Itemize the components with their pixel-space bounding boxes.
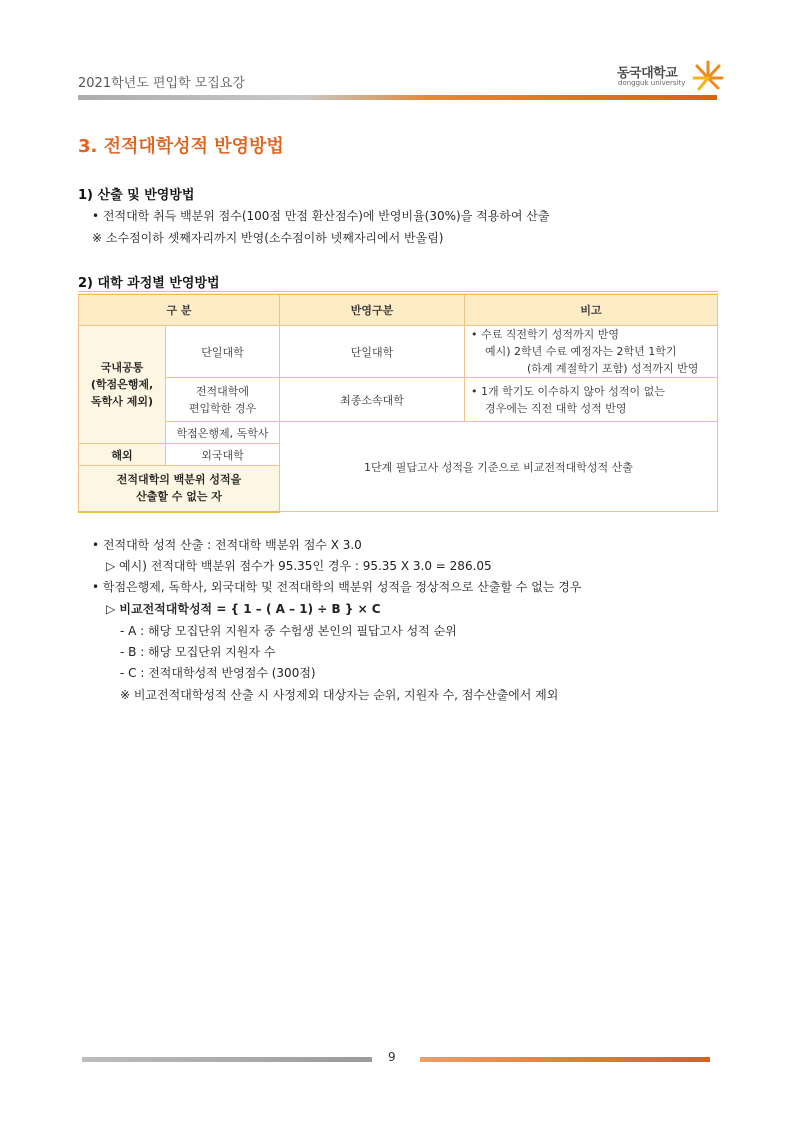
logo-english-name: dongguk university bbox=[618, 79, 686, 87]
group-domestic-line: (학점은행제, bbox=[90, 378, 154, 391]
section-title: 3. 전적대학성적 반영방법 bbox=[78, 136, 284, 157]
type-line: 편입학한 경우 bbox=[188, 401, 257, 415]
basis-single-university: 단일대학 bbox=[280, 326, 465, 378]
rounding-note: ※ 소수점이하 셋째자리까지 반영(소수점이하 넷째자리에서 반올림) bbox=[92, 231, 444, 245]
type-foreign-university: 외국대학 bbox=[166, 444, 280, 466]
group-line: 산출할 수 없는 자 bbox=[136, 490, 222, 504]
note-completion bbox=[465, 326, 718, 378]
note-no-credits bbox=[465, 378, 718, 422]
group-line: 전적대학의 백분위 성적을 bbox=[116, 473, 242, 487]
header-note: 비고 bbox=[465, 293, 718, 326]
type-credit-bank: 학점은행제, 독학사 bbox=[166, 422, 280, 444]
group-overseas: 해외 bbox=[79, 444, 166, 466]
header-category: 구 분 bbox=[79, 293, 280, 326]
note-line: • 1개 학기도 이수하지 않아 성적이 없는 bbox=[471, 384, 665, 398]
reflection-method-table bbox=[78, 291, 718, 513]
table-row bbox=[79, 378, 718, 422]
note-line: 예시) 2학년 수료 예정자는 2학년 1학기 bbox=[485, 345, 677, 358]
formula-var-c: - C : 전적대학성적 반영점수 (300점) bbox=[120, 666, 316, 680]
logo-emblem-icon bbox=[691, 58, 725, 92]
basis-final-university: 최종소속대학 bbox=[280, 378, 465, 422]
note-line: • 수료 직전학기 성적까지 반영 bbox=[471, 328, 619, 341]
calc-example: ▷ 예시) 전적대학 백분위 점수가 95.35인 경우 : 95.35 X 3.0 = 286.05 bbox=[106, 559, 492, 573]
group-domestic-line: 독학사 제외) bbox=[91, 395, 153, 408]
header-divider bbox=[78, 95, 717, 100]
subsection-heading-1: 1) 산출 및 반영방법 bbox=[78, 188, 195, 203]
university-logo bbox=[617, 60, 727, 92]
subsection-heading-2: 2) 대학 과정별 반영방법 bbox=[78, 276, 220, 291]
group-domestic bbox=[79, 326, 166, 444]
table-row bbox=[79, 422, 718, 444]
calc-formula-bullet: • 전적대학 성적 산출 : 전적대학 백분위 점수 X 3.0 bbox=[92, 538, 362, 552]
logo-korean-name: 동국대학교 bbox=[617, 66, 678, 81]
merged-basis-comparison: 1단계 필답고사 성적을 기준으로 비교전적대학성적 산출 bbox=[280, 422, 718, 512]
type-transfer-student bbox=[166, 378, 280, 422]
document-title: 2021학년도 편입학 모집요강 bbox=[78, 76, 245, 91]
type-single-university: 단일대학 bbox=[166, 326, 280, 378]
page-number: 9 bbox=[388, 1050, 396, 1064]
table-row bbox=[79, 326, 718, 378]
type-line: 전적대학에 bbox=[195, 384, 250, 398]
exclusion-note: ※ 비교전적대학성적 산출 시 사정제외 대상자는 순위, 지원자 수, 점수산출에서 제외 bbox=[120, 688, 559, 702]
note-line: 경우에는 직전 대학 성적 반영 bbox=[485, 401, 627, 415]
exception-bullet: • 학점은행제, 독학사, 외국대학 및 전적대학의 백분위 성적을 정상적으로 산출할 수 없는 경우 bbox=[92, 580, 582, 594]
footer-rule-left bbox=[82, 1057, 372, 1062]
formula-var-a: - A : 해당 모집단위 지원자 중 수험생 본인의 필답고사 성적 순위 bbox=[120, 624, 457, 638]
formula-var-b: - B : 해당 모집단위 지원자 수 bbox=[120, 645, 276, 659]
footer-rule-right bbox=[420, 1057, 710, 1062]
header-basis: 반영구분 bbox=[280, 293, 465, 326]
calc-method-bullet: • 전적대학 취득 백분위 점수(100점 만점 환산점수)에 반영비율(30%)을 적용하여 산출 bbox=[92, 209, 550, 223]
group-no-percentile bbox=[79, 466, 280, 512]
table-header-row bbox=[79, 293, 718, 326]
note-line: (하계 계절학기 포함) 성적까지 반영 bbox=[527, 362, 699, 375]
comparison-formula: ▷ 비교전적대학성적 = { 1 – ( A – 1) ÷ B } × C bbox=[106, 602, 381, 616]
group-domestic-line: 국내공통 bbox=[100, 361, 144, 374]
